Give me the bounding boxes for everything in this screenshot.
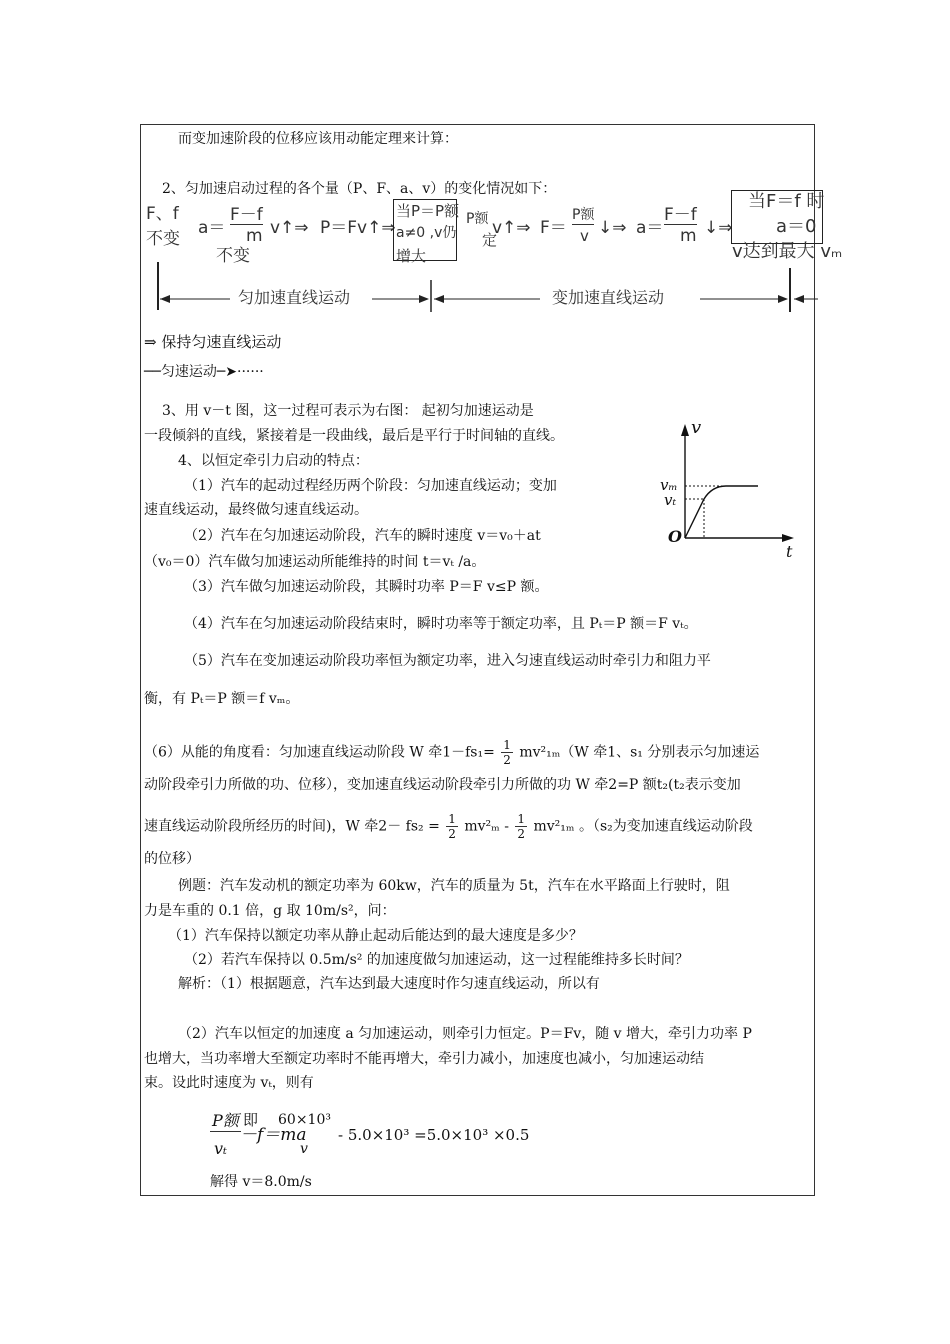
text-line: （2）若汽车保持以 0.5m/s² 的加速度做匀加速运动，这一过程能维持多长时间？ <box>184 952 689 968</box>
text-line: （4）汽车在匀加速运动阶段结束时，瞬时功率等于额定功率，且 Pₜ＝P 额＝F vₜ。 <box>184 616 698 632</box>
text-line: （2）汽车以恒定的加速度 a 匀加速运动，则牵引力恒定。P＝Fv，随 v 增大，牵引力功率 P <box>178 1026 752 1042</box>
f-denominator: v <box>580 227 589 245</box>
text-line: 一段倾斜的直线，紧接着是一段曲线，最后是平行于时间轴的直线。 <box>144 428 564 444</box>
unchanged-label-2: 不变 <box>216 246 250 266</box>
formula-rest: - 5.0×10³ =5.0×10³ ×0.5 <box>338 1126 530 1144</box>
formula-numerator: P额 <box>212 1111 239 1130</box>
half-fraction: $\frac{1}{2}$ <box>517 812 526 841</box>
p6a-part2: mv²₁ₘ（W 牵1、s₁ 分别表示匀加速运 <box>519 744 760 761</box>
text-line: ⇒ 保持匀速直线运动 <box>144 333 282 351</box>
a2-down: ↓⇒ <box>704 218 733 238</box>
text-line: 动阶段牵引力所做的功、位移），变加速直线运动阶段牵引力所做的功 W 牵2=P 额t₂(t₂表示变加 <box>144 777 741 793</box>
text-line: （v₀＝0）汽车做匀加速运动所能维持的时间 t＝vₜ /a。 <box>144 554 486 570</box>
text-line-6c <box>144 812 753 841</box>
text-line: 衡，有 Pₜ＝P 额＝f vₘ。 <box>144 691 300 707</box>
text-line: （5）汽车在变加速运动阶段功率恒为额定功率，进入匀速直线运动时牵引力和阻力平 <box>184 653 711 669</box>
text-line: 力是车重的 0.1 倍，g 取 10m/s²，问： <box>144 903 396 919</box>
half-fraction: $\frac{1}{2}$ <box>503 738 511 767</box>
p6a-part1: （6）从能的角度看：匀加速直线运动阶段 W 牵1－fs₁= <box>144 744 495 761</box>
p6c-part3: mv²₁ₘ 。（s₂为变加速直线运动阶段 <box>533 818 753 835</box>
text-line: 3、用 v－t 图，这一过程可表示为右图： 起初匀加速运动是 <box>162 403 534 419</box>
box1-line3: 增大 <box>396 247 427 265</box>
formula-frac-den: v <box>300 1141 308 1157</box>
v-arrow: v↑⇒ <box>270 218 309 238</box>
text-line-6a <box>144 738 759 767</box>
text-line: 2、匀加速启动过程的各个量（P、F、a、v）的变化情况如下： <box>162 181 557 197</box>
text-line: 的位移） <box>144 851 200 867</box>
a2-denominator: m <box>680 226 697 246</box>
f-numerator: P额 <box>572 207 595 223</box>
ff-label: F、f <box>146 204 179 224</box>
f-eq: F＝ <box>540 218 567 238</box>
box1-line2: a≠0 ,v仍 <box>396 225 457 241</box>
a2-eq: a＝ <box>636 218 664 238</box>
text-line: 4、以恒定牵引力启动的特点： <box>178 453 369 469</box>
box2-line2: a＝0 <box>776 216 817 237</box>
formula-denominator: vₜ <box>214 1139 227 1158</box>
power-equation: P＝Fv↑⇒ <box>320 218 396 238</box>
text-line: 解得 v＝8.0m/s <box>210 1174 312 1190</box>
decide-label: 定 <box>482 231 498 249</box>
a-eq: a＝ <box>198 218 226 238</box>
stage-2-label: 变加速直线运动 <box>552 288 665 307</box>
text-line: 例题：汽车发动机的额定功率为 60kw，汽车的质量为 5t，汽车在水平路面上行驶时，阻 <box>178 878 730 894</box>
formula-ji: 即 <box>243 1111 259 1129</box>
text-line: 束。设此时速度为 vₜ，则有 <box>144 1075 314 1091</box>
unchanged-label: 不变 <box>146 229 180 249</box>
text-line: ──匀速运动─➤······ <box>144 364 264 380</box>
formula-frac-num: 60×10³ <box>278 1112 331 1128</box>
text-line: （1）汽车保持以额定功率从静止起动后能达到的最大速度是多少？ <box>168 928 583 944</box>
graph-origin-label: O <box>668 527 682 546</box>
text-line: （3）汽车做匀加速运动阶段，其瞬时功率 P＝F v≤P 额。 <box>184 579 549 595</box>
stage-1-label: 匀加速直线运动 <box>238 288 351 307</box>
half-fraction: $\frac{1}{2}$ <box>448 812 456 841</box>
a2-numerator: F－f <box>664 205 697 225</box>
text-line: （1）汽车的起动过程经历两个阶段：匀加速直线运动；变加 <box>184 478 557 494</box>
a-denominator: m <box>246 226 263 246</box>
p6c-part1: 速直线运动阶段所经历的时间)，W 牵2－ fs₂ = <box>144 818 440 835</box>
graph-vt-label: vₜ <box>664 491 677 509</box>
text-line: （2）汽车在匀加速运动阶段，汽车的瞬时速度 v＝v₀＋at <box>184 528 541 544</box>
box2-line1: 当F＝f 时 <box>748 191 825 212</box>
p-rated: P额 <box>466 211 489 227</box>
f-down: ↓⇒ <box>598 218 627 238</box>
text-line: 解析：（1）根据题意，汽车达到最大速度时作匀速直线运动，所以有 <box>178 976 600 992</box>
box1-line1: 当P＝P额 <box>396 202 460 220</box>
text-line: 也增大，当功率增大至额定功率时不能再增大，牵引力减小，加速度也减小，匀加速运动结 <box>144 1051 704 1067</box>
text-line: 而变加速阶段的位移应该用动能定理来计算： <box>178 131 458 147</box>
graph-y-label: v <box>691 417 702 438</box>
box2-line3: v达到最大 vₘ <box>732 241 843 262</box>
text-line: 速直线运动，最终做匀速直线运动。 <box>144 502 368 518</box>
a-numerator: F－f <box>230 205 263 225</box>
graph-x-label: t <box>786 542 793 561</box>
formula-minus-f: －f＝ma <box>240 1125 307 1145</box>
v-up: v↑⇒ <box>492 218 531 238</box>
p6c-part2: mv²ₘ - <box>464 818 509 835</box>
graph-vm-label: vₘ <box>660 476 678 494</box>
